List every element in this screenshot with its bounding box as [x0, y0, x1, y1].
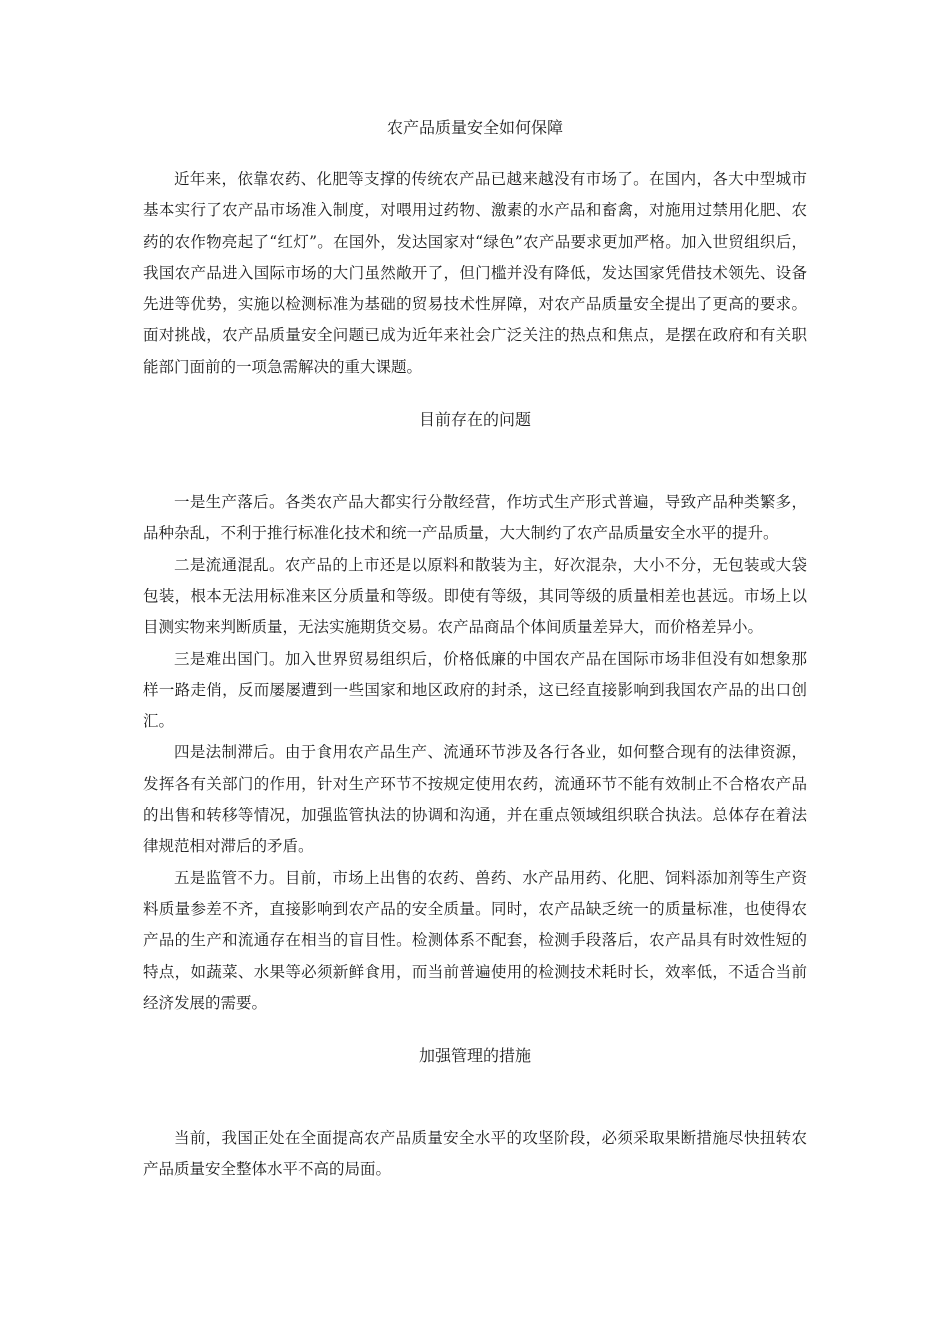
- spacer: [143, 383, 807, 404]
- document-body: [143, 112, 807, 1186]
- problem-paragraph-5: 五是监管不力。目前，市场上出售的农药、兽药、水产品用药、化肥、饲料添加剂等生产资料质量参差不齐，直接影响到农产品的安全质量。同时，农产品缺乏统一的质量标准，也使得农产品的生产和流通存在相当的盲目性。检测体系不配套，检测手段落后，农产品具有时效性短的特点，如蔬菜、水果等必须新鲜食用，而当前普遍使用的检测技术耗时长，效率低，不适合当前经济发展的需要。: [143, 868, 807, 1012]
- measures-paragraph-1: 当前，我国正处在全面提高农产品质量安全水平的攻坚阶段，必须采取果断措施尽快扭转农产品质量安全整体水平不高的局面。: [143, 1129, 807, 1179]
- spacer: [143, 435, 807, 487]
- problem-paragraph-4: 四是法制滞后。由于食用农产品生产、流通环节涉及各行各业，如何整合现有的法律资源，发挥各有关部门的作用，针对生产环节不按规定使用农药，流通环节不能有效制止不合格农产品的出售和转移等情况，加强监管执法的协调和沟通，并在重点领域组织联合执法。总体存在着法律规范相对滞后的矛盾。: [143, 743, 807, 856]
- spacer: [143, 1071, 807, 1123]
- problem-paragraph-1: 一是生产落后。各类农产品大都实行分散经营，作坊式生产形式普遍，导致产品种类繁多，品种杂乱，不利于推行标准化技术和统一产品质量，大大制约了农产品质量安全水平的提升。: [143, 493, 807, 543]
- intro-paragraph: 近年来，依靠农药、化肥等支撑的传统农产品已越来越没有市场了。在国内，各大中型城市基本实行了农产品市场准入制度，对喂用过药物、激素的水产品和畜禽，对施用过禁用化肥、农药的农作物亮起了“红灯”。在国外，发达国家对“绿色”农产品要求更加严格。加入世贸组织后，我国农产品进入国际市场的大门虽然敞开了，但门槛并没有降低，发达国家凭借技术领先、设备先进等优势，实施以检测标准为基础的贸易技术性屏障，对农产品质量安全提出了更高的要求。面对挑战，农产品质量安全问题已成为近年来社会广泛关注的热点和焦点，是摆在政府和有关职能部门面前的一项急需解决的重大课题。: [143, 170, 807, 376]
- section-heading-measures: 加强管理的措施: [418, 1046, 531, 1066]
- spacer: [143, 1019, 807, 1040]
- document-title: 农产品质量安全如何保障: [386, 118, 563, 137]
- spacer: [143, 143, 807, 164]
- problem-paragraph-2: 二是流通混乱。农产品的上市还是以原料和散装为主，好次混杂，大小不分，无包装或大袋包装，根本无法用标准来区分质量和等级。即使有等级，其同等级的质量相差也甚远。市场上以目测实物来判断质量，无法实施期货交易。农产品商品个体间质量差异大，而价格差异小。: [143, 555, 807, 637]
- section-heading-problems: 目前存在的问题: [418, 410, 531, 430]
- problem-paragraph-3: 三是难出国门。加入世界贸易组织后，价格低廉的中国农产品在国际市场非但没有如想象那样一路走俏，反而屡屡遭到一些国家和地区政府的封杀，这已经直接影响到我国农产品的出口创汇。: [143, 649, 807, 731]
